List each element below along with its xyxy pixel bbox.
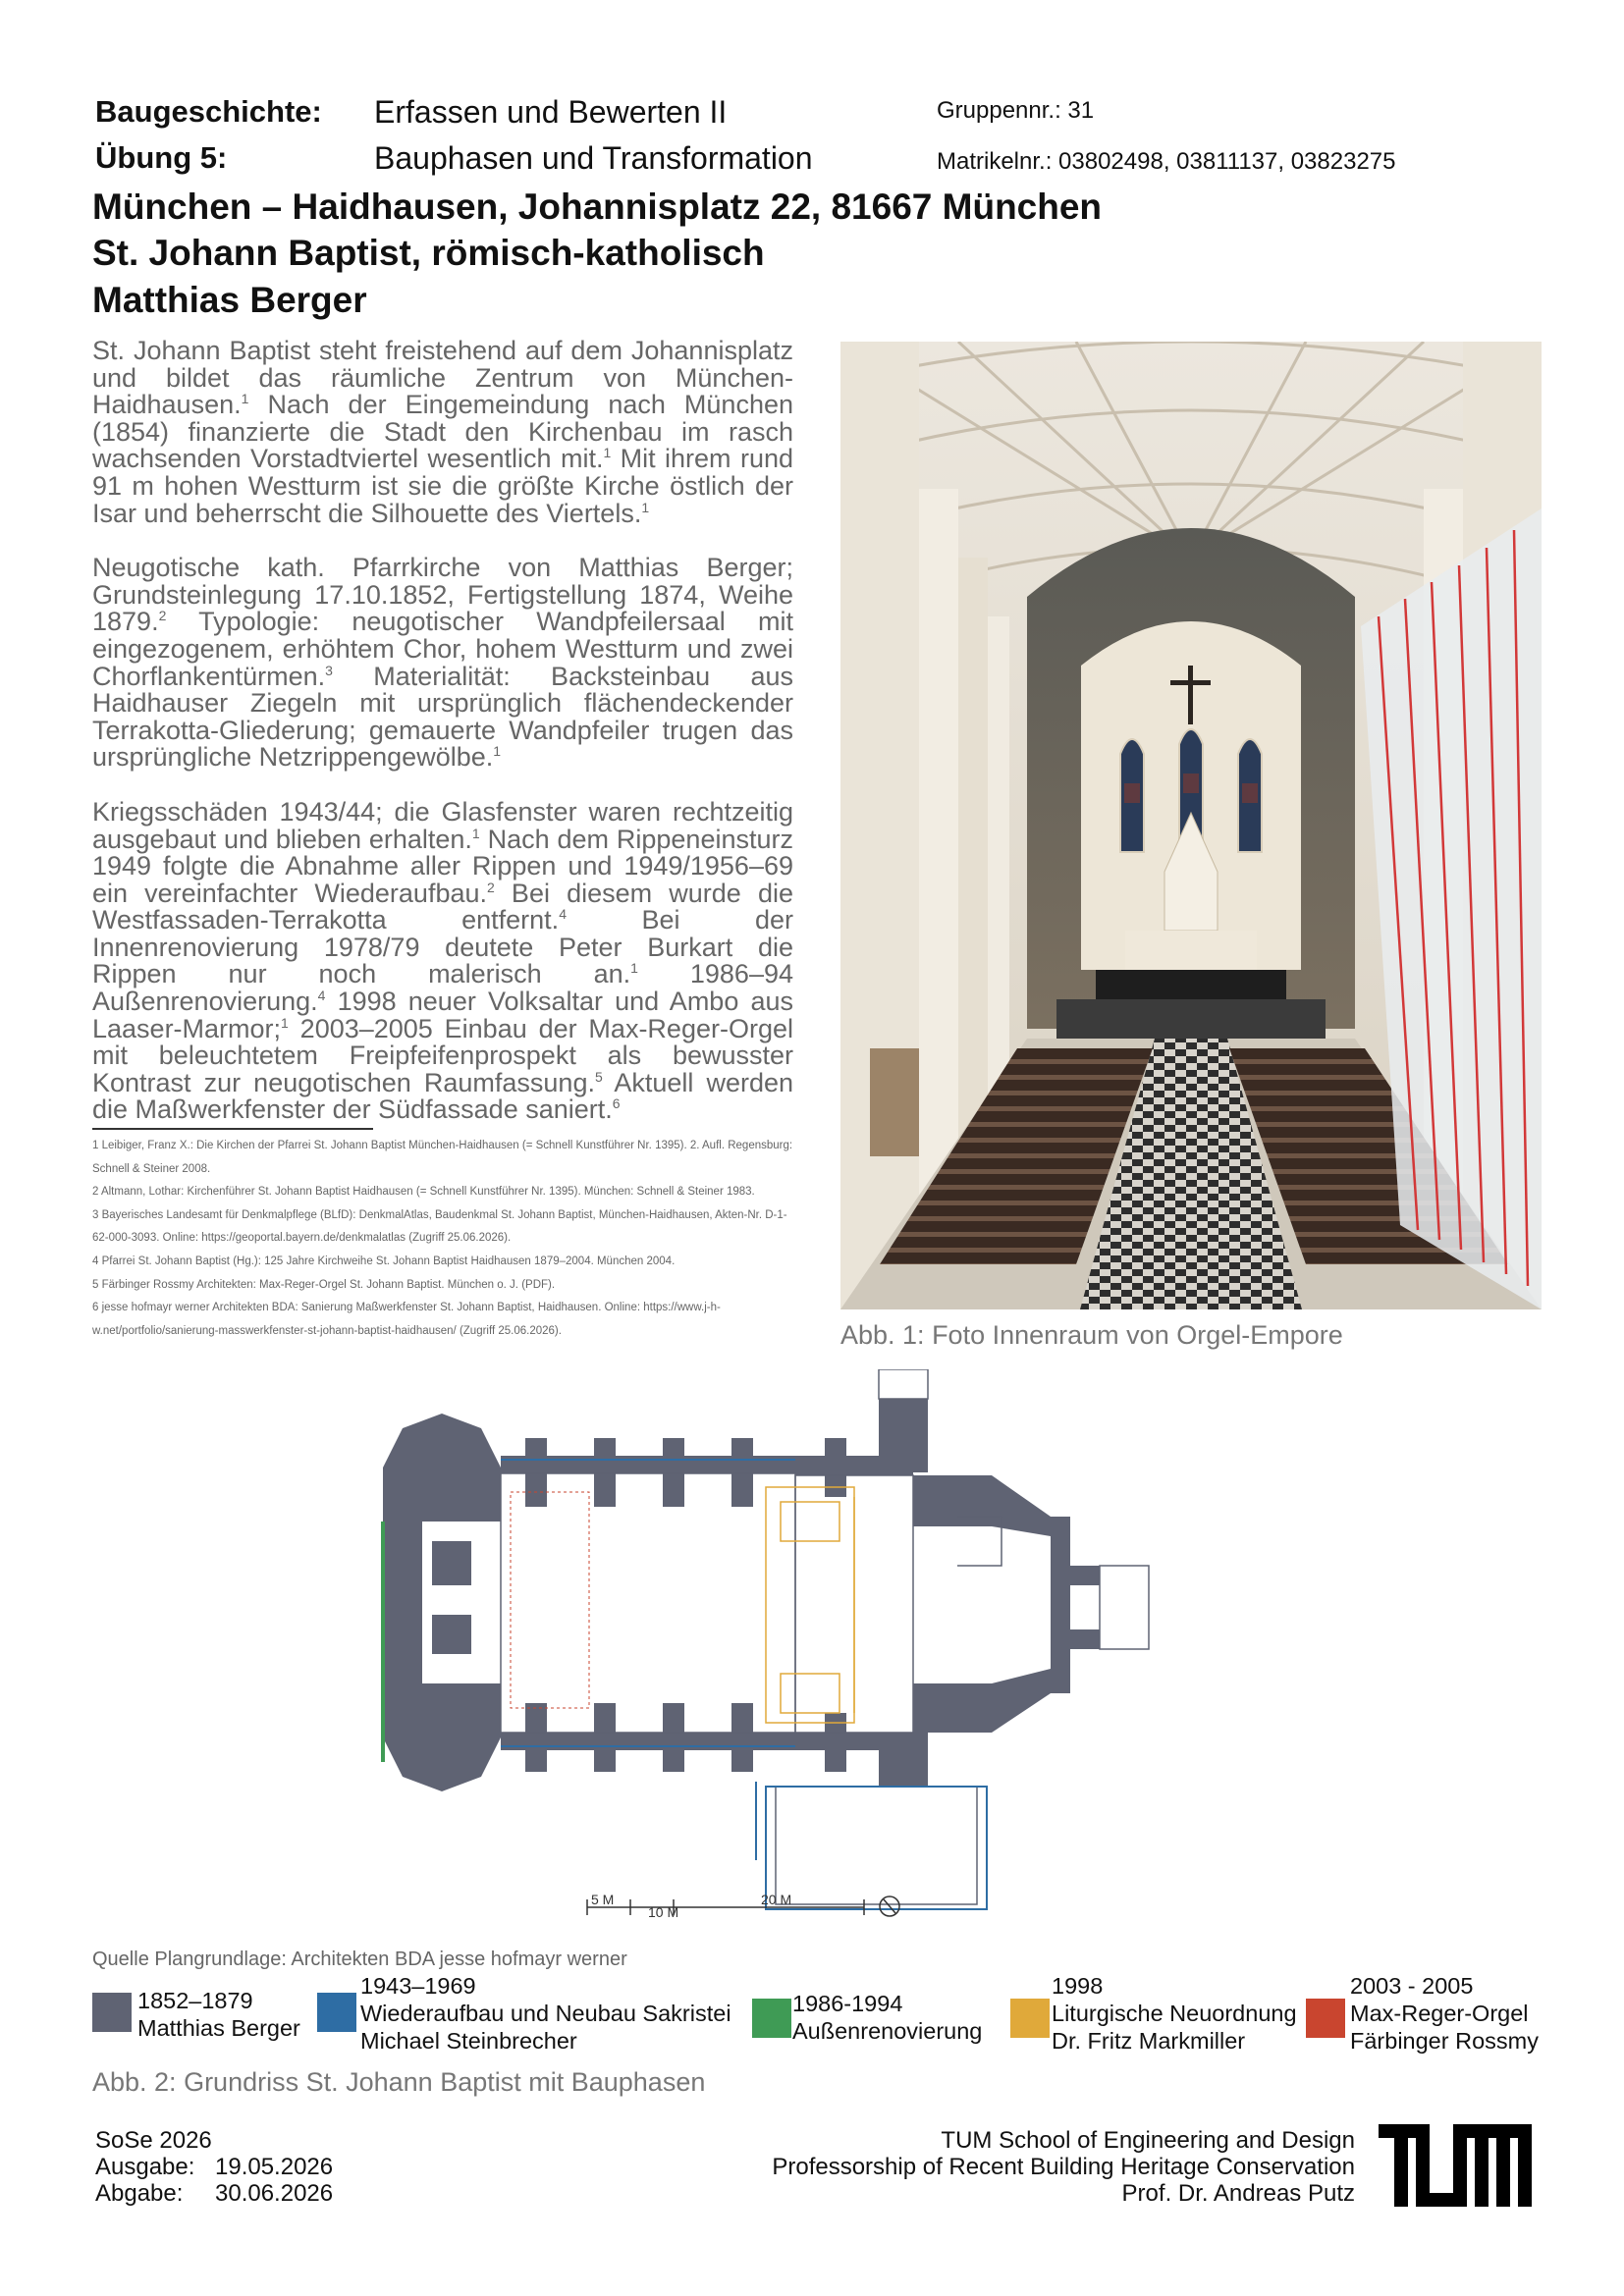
footnote-ref: 1 — [493, 743, 502, 760]
floor-plan-drawing — [363, 1369, 1359, 1919]
professor-name: Prof. Dr. Andreas Putz — [1121, 2180, 1355, 2207]
legend-label-1852: 1852–1879 Matthias Berger — [137, 1988, 300, 2041]
footer-dates — [95, 2127, 333, 2207]
footnote-ref: 3 — [325, 662, 333, 678]
footer-institution — [772, 2127, 1355, 2207]
body-text — [92, 338, 793, 1124]
footnote-ref: 5 — [594, 1068, 603, 1085]
interior-photo — [840, 342, 1542, 1309]
floor-plan — [363, 1369, 1359, 1919]
paragraph-3: Kriegsschäden 1943/44; die Glasfenster waren rechtzeitig ausgebaut und blieben erhalten.$^1$ Nach dem Rippeneinsturz 1949 folgte die Abnahme aller Rippen und 1949/1956–69 ein vereinfachter Wiederaufbau.$^2$ Bei diesem wurde die Westfassaden-Terrakotta entfernt.$^4$ Bei der Innenrenovierung 1978/79 deutete Peter Burkart die Rippen nur noch malerisch an.$^1$ 1986–94 Außenrenovierung.$^4$ 1998 neuer Volksaltar und Ambo aus Laaser-Marmor;$^1$ 2003–2005 Einbau der Max-Reger-Orgel mit beleuchtetem Freipfeifenprospekt als bewusster Kontrast zur neugotischen Raumfassung.$^5$ Aktuell werden die Maßwerkfenster der Südfassade saniert.$^6$ — [92, 796, 793, 1125]
footnote-ref: 2 — [487, 879, 495, 895]
paragraph-2: Neugotische kath. Pfarrkirche von Matthias Berger; Grundsteinlegung 17.10.1852, Fertigstellung 1874, Weihe 1879.$^2$ Typologie: neugotischer Wandpfeilersaal mit eingezogenem, erhöhtem Chor, hohem Westturm und zwei Chorflankentürmen.$^3$ Materialität: Backsteinbau aus Haidhauser Ziegeln mit ursprünglich flächendeckender Terrakotta-Gliederung; gemauerte Wandpfeiler trugen das ursprüngliche Netzrippengewölbe.$^1$ — [92, 553, 793, 773]
footnote-3: 3 Bayerisches Landesamt für Denkmalpflege (BLfD): DenkmalAtlas, Baudenkmal St. Johann Baptist, München-Haidhausen, Akten-Nr. D-1-62-000-3093. Online: https://geoportal.bayern.de/denkmalatlas (Zugriff 25.06.2026). — [92, 1208, 787, 1245]
school-name: TUM School of Engineering and Design — [941, 2127, 1355, 2154]
tum-logo-icon — [1379, 2124, 1532, 2207]
interior-photo-drawing — [840, 342, 1542, 1309]
ausgabe-date: 19.05.2026 — [215, 2154, 334, 2180]
paragraph-1: St. Johann Baptist steht freistehend auf dem Johannisplatz und bildet das räumliche Zentrum von München-Haidhausen.$^1$ Nach der Eingemeindung nach München (1854) finanzierte die Stadt den Kirchenbau im rasch wachsenden Vorstadtviertel wesentlich mit.$^1$ Mit ihrem rund 91 m hohen Westturm ist sie die größte Kirche östlich der Isar und beherrscht die Silhouette des Viertels.$^1$ — [92, 336, 793, 528]
professorship-name: Professorship of Recent Building Heritage Conservation — [772, 2154, 1355, 2180]
title-address: München – Haidhausen, Johannisplatz 22, 81667 München — [92, 187, 1103, 227]
legend-label-2003: 2003 - 2005 Max-Reger-Orgel Färbinger Rossmy — [1350, 1973, 1539, 2054]
scale-label-20m: 20 M — [761, 1892, 792, 1907]
footnote-divider — [92, 1128, 373, 1130]
exercise-title: Bauphasen und Transformation — [374, 140, 813, 176]
title-church: St. Johann Baptist, römisch-katholisch — [92, 233, 765, 273]
footnote-ref: 4 — [317, 988, 326, 1004]
abgabe-date: 30.06.2026 — [215, 2180, 334, 2207]
scale-label-5m: 5 M — [591, 1892, 615, 1907]
footnote-2: 2 Altmann, Lothar: Kirchenführer St. Johann Baptist Haidhausen (= Schnell Kunstführer Nr. 1395). München: Schnell & Steiner 1983. — [92, 1186, 755, 1199]
footnote-ref: 1 — [241, 391, 249, 407]
group-number: Gruppennr.: 31 — [937, 97, 1095, 124]
semester: SoSe 2026 — [95, 2127, 212, 2154]
footnote-ref: 1 — [641, 499, 650, 515]
legend-swatch-1998 — [1010, 1999, 1050, 2038]
footnote-ref: 1 — [471, 825, 480, 841]
title-architect: Matthias Berger — [92, 280, 367, 320]
course-title: Erfassen und Bewerten II — [374, 94, 728, 130]
footnote-1: 1 Leibiger, Franz X.: Die Kirchen der Pfarrei St. Johann Baptist München-Haidhausen (= Schnell Kunstführer Nr. 1395). 2. Aufl. Regensburg: Schnell & Steiner 2008. — [92, 1140, 793, 1175]
course-label: Baugeschichte: — [95, 94, 322, 129]
footnote-5: 5 Färbinger Rossmy Architekten: Max-Reger-Orgel St. Johann Baptist. München o. J. (PDF). — [92, 1278, 556, 1291]
legend-swatch-1986 — [752, 1999, 791, 2038]
legend-label-1943: 1943–1969 Wiederaufbau und Neubau Sakristei Michael Steinbrecher — [360, 1973, 731, 2054]
footnote-4: 4 Pfarrei St. Johann Baptist (Hg.): 125 Jahre Kirchweihe St. Johann Baptist Haidhausen 1879–2004. München 2004. — [92, 1255, 676, 1267]
footnote-6: 6 jesse hofmayr werner Architekten BDA: Sanierung Maßwerkfenster St. Johann Baptist, Haidhausen. Online: https://www.j-h-w.net/portfolio/sanierung-masswerkfenster-st-johann-baptist-haidhausen/ (Zugriff 25.06.2026). — [92, 1302, 721, 1337]
footnote-ref: 1 — [603, 445, 612, 461]
legend-swatch-1852 — [92, 1993, 132, 2032]
footnote-ref: 1 — [630, 960, 638, 977]
footnotes — [92, 1135, 793, 1343]
footnote-ref: 6 — [612, 1095, 621, 1112]
figure-1-caption: Abb. 1: Foto Innenraum von Orgel-Empore — [840, 1320, 1343, 1350]
figure-2-caption: Abb. 2: Grundriss St. Johann Baptist mit Bauphasen — [92, 2067, 706, 2097]
tum-logo — [1379, 2124, 1532, 2207]
footnote-ref: 4 — [559, 906, 567, 923]
footnote-ref: 2 — [158, 608, 167, 624]
abgabe-label: Abgabe: — [95, 2180, 184, 2207]
legend-label-1998: 1998 Liturgische Neuordnung Dr. Fritz Markmiller — [1052, 1973, 1297, 2054]
matrikel-numbers: Matrikelnr.: 03802498, 03811137, 03823275 — [937, 148, 1396, 175]
scale-label-10m: 10 M — [648, 1904, 679, 1919]
ausgabe-label: Ausgabe: — [95, 2154, 195, 2180]
legend-swatch-1943 — [317, 1993, 356, 2032]
plan-source: Quelle Plangrundlage: Architekten BDA jesse hofmayr werner — [92, 1949, 627, 1970]
legend-swatch-2003 — [1306, 1999, 1345, 2038]
exercise-label: Übung 5: — [95, 140, 228, 175]
footnote-ref: 1 — [281, 1014, 289, 1031]
legend-label-1986: 1986-1994 Außenrenovierung — [792, 1991, 983, 2044]
